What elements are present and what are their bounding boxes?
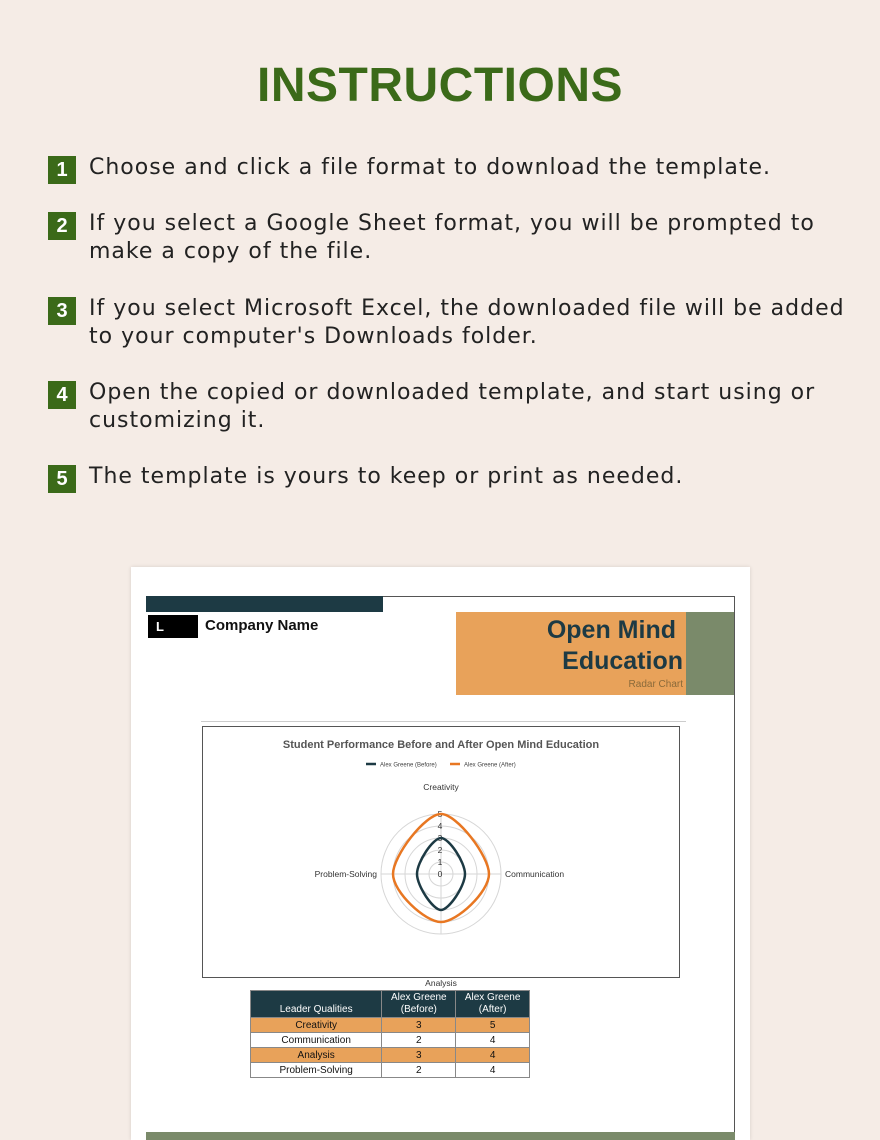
table-cell: 4 bbox=[456, 1063, 530, 1078]
table-row bbox=[251, 1048, 530, 1063]
table-cell: 4 bbox=[456, 1048, 530, 1063]
step-text: Open the copied or downloaded template, and start using or customizing it. bbox=[89, 380, 816, 433]
document-subtitle: Radar Chart bbox=[628, 679, 683, 690]
page-title: INSTRUCTIONS bbox=[257, 59, 623, 112]
tick-label: 2 bbox=[437, 845, 443, 855]
table-cell: Creativity bbox=[251, 1018, 382, 1033]
data-table bbox=[250, 990, 530, 1078]
table-cell: 5 bbox=[456, 1018, 530, 1033]
table-cell: 4 bbox=[456, 1033, 530, 1048]
table-cell: 3 bbox=[382, 1048, 456, 1063]
accent-block bbox=[686, 612, 734, 695]
tick-label: 1 bbox=[437, 857, 443, 867]
column-header: Alex Greene (After) bbox=[456, 991, 530, 1018]
table-row bbox=[251, 1033, 530, 1048]
tick-label: 5 bbox=[437, 809, 443, 819]
radar-chart-frame bbox=[202, 726, 680, 988]
brand-title-box bbox=[456, 612, 686, 695]
sheet-border-right bbox=[734, 596, 735, 1140]
step-number-badge: 2 bbox=[48, 212, 76, 240]
company-logo: L bbox=[148, 615, 198, 638]
table-header-row bbox=[251, 991, 530, 1018]
step-text: Choose and click a file format to download the template. bbox=[89, 155, 771, 180]
step-number-badge: 4 bbox=[48, 381, 76, 409]
category-label: Analysis bbox=[425, 978, 457, 988]
company-name: Company Name bbox=[205, 617, 319, 634]
table-cell: Communication bbox=[251, 1033, 382, 1048]
table-cell: 2 bbox=[382, 1063, 456, 1078]
step-number-badge: 3 bbox=[48, 297, 76, 325]
table-cell: 2 bbox=[382, 1033, 456, 1048]
step-number-badge: 5 bbox=[48, 465, 76, 493]
table-row bbox=[251, 1018, 530, 1033]
column-header: Leader Qualities bbox=[251, 991, 382, 1018]
tick-label: 4 bbox=[437, 821, 443, 831]
tick-label: 0 bbox=[437, 869, 443, 879]
step-text: The template is yours to keep or print as needed. bbox=[89, 464, 684, 489]
table-row bbox=[251, 1063, 530, 1078]
category-label: Creativity bbox=[423, 782, 459, 792]
tick-label: 3 bbox=[437, 833, 443, 843]
footer-bar bbox=[146, 1132, 735, 1140]
brand-title-line-2: Education bbox=[562, 647, 683, 675]
column-header: Alex Greene (Before) bbox=[382, 991, 456, 1018]
category-label: Problem-Solving bbox=[314, 869, 377, 879]
chart-title: Student Performance Before and After Open Mind Education bbox=[282, 739, 600, 751]
step-text: If you select a Google Sheet format, you will be prompted to make a copy of the file. bbox=[89, 211, 815, 264]
table-cell: 3 bbox=[382, 1018, 456, 1033]
brand-title-line-1: Open Mind bbox=[546, 616, 676, 644]
category-label: Communication bbox=[505, 869, 565, 879]
sheet-border-top bbox=[383, 596, 734, 597]
legend-label: Alex Greene (After) bbox=[464, 762, 516, 769]
radar-chart bbox=[203, 727, 679, 988]
step-text: If you select Microsoft Excel, the downloaded file will be added to your computer's Downloads folder. bbox=[89, 296, 845, 349]
table-cell: Problem-Solving bbox=[251, 1063, 382, 1078]
legend-label: Alex Greene (Before) bbox=[380, 762, 437, 769]
template-preview-sheet bbox=[131, 567, 750, 1140]
divider bbox=[201, 721, 686, 722]
header-bar bbox=[146, 596, 383, 612]
step-number-badge: 1 bbox=[48, 156, 76, 184]
table-cell: Analysis bbox=[251, 1048, 382, 1063]
